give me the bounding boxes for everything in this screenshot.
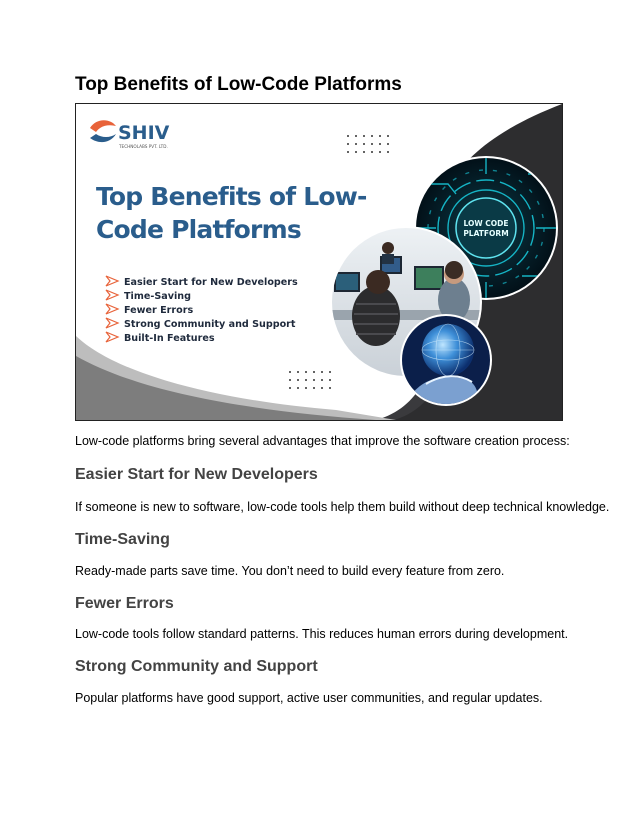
intro-paragraph: Low-code platforms bring several advantages that improve the software creation process:	[75, 434, 570, 448]
circuit-label-line2: PLATFORM	[463, 229, 509, 238]
banner-image	[75, 103, 563, 421]
dot-grid-bottom	[289, 371, 331, 389]
banner-list-item: Built-In Features	[124, 333, 215, 344]
list-arrow-icon	[106, 290, 118, 300]
banner-list-item: Time-Saving	[124, 291, 191, 302]
company-logo	[90, 120, 170, 149]
section-paragraph: Low-code tools follow standard patterns. This reduces human errors during development.	[75, 627, 569, 641]
section-heading: Time-Saving	[75, 531, 170, 548]
banner-list-item: Fewer Errors	[124, 305, 194, 316]
list-arrow-icon	[106, 332, 118, 342]
section-paragraph: If someone is new to software, low-code tools help them build without deep technical knowledge.	[75, 500, 610, 514]
section-heading: Fewer Errors	[75, 595, 174, 612]
section-paragraph: Popular platforms have good support, active user communities, and regular updates.	[75, 691, 543, 705]
list-arrow-icon	[106, 318, 118, 328]
section-heading: Strong Community and Support	[75, 658, 318, 675]
page-title: Top Benefits of Low-Code Platforms	[75, 74, 402, 95]
banner-heading-line2: Code Platforms	[96, 215, 301, 244]
section-paragraph: Ready-made parts save time. You don’t need to build every feature from zero.	[75, 564, 505, 578]
banner-list-item: Strong Community and Support	[124, 319, 296, 330]
digital-globe-image	[400, 314, 492, 406]
list-arrow-icon	[106, 276, 118, 286]
logo-name: SHIV	[118, 122, 170, 144]
logo-tagline: TECHNOLABS PVT. LTD.	[119, 144, 168, 149]
banner-list-item: Easier Start for New Developers	[124, 277, 298, 288]
circuit-label-line1: LOW CODE	[463, 219, 509, 228]
banner-heading-line1: Top Benefits of Low-	[96, 182, 367, 211]
list-arrow-icon	[106, 304, 118, 314]
banner-benefit-list	[106, 276, 298, 344]
section-heading: Easier Start for New Developers	[75, 466, 318, 483]
dot-grid-top	[347, 135, 389, 153]
